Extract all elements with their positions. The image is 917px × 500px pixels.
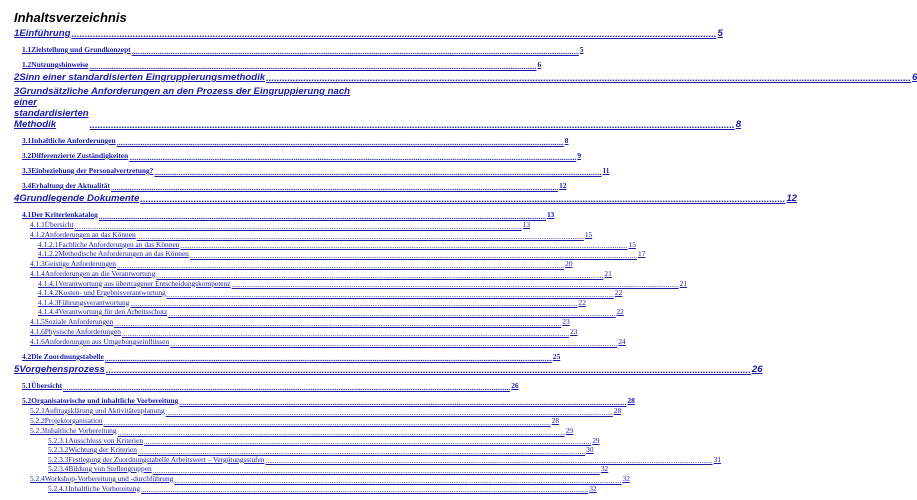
toc-entry-page: 8: [564, 136, 569, 145]
toc-leader-dots: [122, 329, 569, 336]
toc-entry-number: 3.1: [22, 136, 32, 145]
toc-entry-label: [30, 426, 117, 435]
toc-entry-number: 5.2.2: [30, 416, 45, 425]
toc-leader-dots: [174, 476, 621, 483]
toc-entry-page: 17: [638, 249, 646, 258]
toc-entry-label: [30, 327, 121, 336]
toc-entry-page: 22: [616, 307, 624, 316]
toc-leader-dots: [156, 271, 603, 278]
toc-entry-number: 4: [14, 193, 20, 204]
toc-entry-title: Erhaltung der Aktualität: [31, 181, 110, 190]
toc-entry-page: 11: [602, 166, 610, 175]
toc-entry[interactable]: [14, 317, 570, 326]
toc-entry-page: 29: [565, 426, 574, 435]
toc-entry-number: 1.2: [22, 60, 32, 69]
toc-leader-dots: [137, 232, 584, 239]
toc-entry-number: 4.1.4.2: [38, 288, 59, 297]
toc-leader-dots: [105, 354, 552, 361]
toc-entry-title: Grundlegende Dokumente: [19, 193, 140, 204]
toc-entry-number: 3.3: [22, 166, 32, 175]
toc-entry-label: [22, 396, 178, 405]
toc-leader-dots: [99, 212, 546, 219]
toc-entry[interactable]: [14, 72, 917, 83]
toc-entry-number: 4.2: [22, 352, 32, 361]
toc-entry-title: Soziale Anforderungen: [44, 317, 114, 326]
toc-entry-number: 3.2: [22, 151, 32, 160]
toc-entry-label: [38, 288, 166, 297]
toc-entry-page: 32: [622, 474, 630, 483]
toc-entry-page: 26: [511, 381, 519, 390]
toc-leader-dots: [179, 398, 626, 405]
toc-entry-number: 2: [14, 72, 20, 83]
toc-leader-dots: [153, 466, 600, 473]
toc-entry-page: 13: [546, 210, 555, 219]
toc-entry-number: 1: [14, 28, 20, 39]
toc-entry-page: 22: [578, 297, 586, 307]
toc-entry-title: Sinn einer standardisierten Eingruppierungsmethodik: [19, 72, 266, 83]
toc-entry-title-continued: einer standardisierten Methodik: [14, 97, 89, 130]
toc-entry-page: 6: [912, 72, 917, 83]
toc-entry-label: [48, 445, 137, 454]
toc-leader-dots: [167, 290, 614, 297]
toc-entry[interactable]: [14, 86, 742, 130]
toc-leader-dots: [132, 47, 579, 54]
toc-entry-title: Differenzierte Zuständigkeiten: [31, 151, 129, 160]
toc-entry-title: Grundsätzliche Anforderungen an den Prozess der Eingruppierung nach: [19, 86, 351, 97]
toc-entry-page: 32: [600, 464, 609, 473]
toc-leader-dots: [111, 183, 558, 190]
toc-entry-label: [30, 337, 169, 346]
toc-entry-page: 28: [627, 396, 635, 405]
toc-leader-dots: [144, 437, 591, 444]
toc-entry-number: 5.2.4.1: [48, 483, 69, 493]
toc-entry-number: 1.1: [22, 45, 32, 54]
toc-entry-number: 5.1: [22, 381, 32, 390]
toc-entry-title: Physische Anforderungen: [44, 327, 121, 336]
toc-entry[interactable]: [14, 181, 567, 190]
toc-entry-page: 22: [614, 288, 623, 297]
toc-entry[interactable]: [14, 249, 646, 258]
toc-entry[interactable]: [14, 396, 635, 405]
toc-entry-label: [38, 307, 167, 316]
toc-entry-number: 5.2.3: [30, 426, 45, 435]
toc-entry-number: 3.4: [22, 181, 32, 190]
toc-leader-dots: [141, 485, 588, 492]
toc-entry-label: [22, 166, 153, 175]
toc-entry-number: 4.1.6: [30, 337, 45, 346]
toc-entry-title: Geistige Anforderungen: [44, 259, 116, 268]
toc-entry-label: [48, 464, 152, 473]
toc-leader-dots: [90, 120, 735, 130]
toc-entry[interactable]: [14, 416, 560, 425]
toc-entry-label: [22, 352, 104, 361]
toc-entry-page: 25: [552, 352, 561, 361]
toc-entry-title: Die Zuordnungstabelle: [31, 352, 104, 361]
toc-entry-page: 6: [537, 60, 542, 69]
toc-entry-title: Festlegung der Zuordnungstabelle Arbeitswert – Vergütungsstufen: [68, 454, 265, 464]
toc-entry-label: [30, 269, 155, 278]
toc-entry-title: Einbeziehung der Personalvertretung?: [31, 166, 154, 175]
toc-entry[interactable]: [14, 45, 584, 54]
toc-entry[interactable]: [14, 269, 612, 278]
toc-entry-label: [14, 28, 71, 39]
toc-entry-label: [48, 484, 140, 493]
toc-entry[interactable]: [14, 483, 597, 493]
toc-entry-title: Übersicht: [31, 381, 63, 390]
toc-entry[interactable]: [14, 454, 722, 464]
toc-leader-dots: [266, 456, 713, 463]
toc-entry-title: Führungsverantwortung: [58, 297, 130, 307]
toc-entry-page: 23: [562, 317, 570, 326]
toc-heading: Inhaltsverzeichnis: [14, 10, 127, 25]
toc-entry-label: [14, 193, 139, 204]
toc-entry-page: 23: [570, 327, 578, 336]
toc-entry-label: [38, 249, 189, 258]
toc-entry[interactable]: [14, 193, 797, 204]
toc-entry-number: 5: [14, 364, 20, 375]
toc-entry-label: [30, 259, 116, 268]
toc-entry[interactable]: [14, 151, 582, 160]
toc-entry-page: 12: [559, 181, 567, 190]
toc-entry-title: Der Kriterienkatalog: [31, 210, 98, 219]
toc-leader-dots: [140, 194, 785, 204]
toc-entry-title: Methodische Anforderungen an das Können: [58, 249, 189, 258]
toc-entry[interactable]: [14, 464, 609, 473]
toc-entry-title: Nutzungshinweise: [31, 60, 89, 69]
toc-entry-page: 21: [604, 269, 612, 278]
toc-entry-label: [22, 210, 98, 219]
toc-entry-title: Inhaltliche Vorbereitung: [44, 426, 117, 435]
toc-leader-dots: [190, 251, 637, 258]
toc-entry-number: 4.1.3: [30, 259, 45, 268]
toc-entry-label: [30, 317, 113, 326]
toc-entry-label: [22, 151, 128, 160]
toc-entry-title: Anforderungen an das Können: [44, 230, 136, 239]
toc-entry[interactable]: [14, 426, 574, 435]
toc-entry[interactable]: [14, 381, 519, 390]
toc-leader-dots: [168, 309, 615, 316]
toc-entry[interactable]: [14, 406, 622, 415]
toc-entry-number: 4.1.1: [30, 220, 45, 229]
toc-leader-dots: [118, 428, 565, 435]
toc-entry-number: 5.2.3.3: [48, 454, 69, 464]
toc-entry[interactable]: [14, 278, 688, 288]
toc-leader-dots: [232, 280, 679, 287]
toc-leader-dots: [117, 261, 564, 268]
toc-leader-dots: [106, 365, 751, 375]
toc-entry[interactable]: [14, 239, 636, 249]
toc-entry-number: 4.1.2: [30, 230, 45, 239]
toc-entry-page: 29: [592, 435, 600, 445]
toc-leader-dots: [138, 447, 585, 454]
toc-entry-number: 5.2.3.2: [48, 445, 69, 454]
toc-leader-dots: [63, 383, 510, 390]
toc-entry-page: 21: [679, 278, 688, 288]
toc-leader-dots: [117, 138, 564, 145]
toc-leader-dots: [166, 408, 613, 415]
toc-entry-label: [30, 220, 74, 229]
toc-leader-dots: [170, 339, 617, 346]
toc-entry-title: Ausschluss von Kriterien: [68, 435, 144, 445]
toc-entry-label: [30, 474, 173, 483]
toc-entry[interactable]: [14, 435, 600, 445]
toc-entry-label: [22, 136, 116, 145]
toc-entry-number: 4.1.2.2: [38, 249, 59, 258]
toc-entry-label: [30, 230, 136, 239]
toc-entry-page: 26: [751, 364, 763, 375]
toc-entry[interactable]: [14, 259, 573, 268]
toc-leader-dots: [266, 73, 911, 83]
toc-leader-dots: [154, 168, 601, 175]
toc-leader-dots: [114, 319, 561, 326]
toc-entry-label: [48, 436, 143, 445]
toc-leader-dots: [180, 241, 627, 248]
toc-entry-title: Anforderungen an die Verantwortung: [44, 269, 156, 278]
toc-entry[interactable]: [14, 474, 630, 483]
toc-entry-number: 4.1.4: [30, 269, 45, 278]
toc-entry[interactable]: [14, 288, 623, 297]
toc-entry-title: Übersicht: [44, 220, 74, 229]
toc-entry-title: Fachliche Anforderungen an das Können: [58, 239, 180, 249]
toc-entry-page: 8: [735, 119, 742, 130]
toc-entry-title: Kosten- und Ergebnisverantwortung: [58, 288, 166, 297]
toc-entry-title: Projektorganisation: [44, 416, 103, 425]
toc-entry-title: Anforderungen aus Umgebungseinflüssen: [44, 337, 170, 346]
toc-entry-title: Inhaltliche Vorbereitung: [68, 483, 141, 493]
toc-leader-dots: [75, 222, 522, 229]
toc-entry-title: Inhaltliche Anforderungen: [31, 136, 116, 145]
toc-entry[interactable]: [14, 210, 555, 219]
toc-entry-page: 5: [579, 45, 584, 54]
toc-entry-number: 4.1: [22, 210, 32, 219]
toc-entry[interactable]: [14, 60, 542, 69]
toc-entry-number: 5.2: [22, 396, 32, 405]
toc-entry-page: 24: [618, 337, 626, 346]
toc-entry-page: 31: [713, 454, 722, 464]
toc-entry-number: 3: [14, 86, 20, 97]
toc-entry-number: 4.1.4.1: [38, 278, 59, 288]
toc-entry[interactable]: [14, 337, 626, 346]
toc-entry-page: 9: [577, 151, 582, 160]
toc-entry-label: [14, 364, 105, 375]
toc-entry-line: [14, 97, 742, 130]
toc-entry-page: 13: [522, 220, 531, 229]
toc-entry[interactable]: [14, 136, 569, 145]
toc-entry-label: [38, 279, 231, 288]
toc-entry-label: [22, 45, 131, 54]
toc-entry-number: 5.2.3.4: [48, 464, 69, 473]
toc-entry-label: [22, 181, 110, 190]
toc-entry[interactable]: [14, 327, 578, 336]
toc-entry-page: 15: [628, 239, 636, 249]
toc-entry-title: Verantwortung für den Arbeitsschutz: [58, 307, 168, 316]
toc-entry-page: 5: [717, 28, 723, 39]
toc-entry-page: 20: [565, 259, 573, 268]
table-of-contents: [14, 28, 917, 493]
toc-entry[interactable]: [14, 220, 531, 229]
toc-entry-page: 15: [584, 230, 593, 239]
toc-entry-line: [14, 86, 392, 97]
toc-entry-page: 12: [786, 193, 797, 204]
toc-entry-label: [22, 60, 88, 69]
toc-entry-number: 4.1.4.4: [38, 307, 59, 316]
toc-entry[interactable]: [14, 364, 763, 375]
toc-entry-number: 5.2.3.1: [48, 435, 69, 445]
toc-leader-dots: [89, 62, 536, 69]
toc-entry-title: Wichtung der Kriterien: [68, 445, 137, 454]
toc-entry-title: Auftragsklärung und Aktivitätenplanung: [44, 406, 165, 415]
toc-entry[interactable]: [14, 352, 561, 361]
toc-entry-number: 4.1.2.1: [38, 239, 59, 249]
toc-entry[interactable]: [14, 297, 586, 307]
toc-entry-label: [38, 298, 129, 307]
toc-entry-title: Workshop-Vorbereitung und -durchführung: [44, 474, 174, 483]
toc-entry-title: Einführung: [19, 28, 71, 39]
toc-entry-number: 4.1.6: [30, 327, 45, 336]
toc-entry[interactable]: [14, 445, 594, 454]
toc-entry-title: Vorgehensprozess: [19, 364, 105, 375]
toc-entry-page: 28: [613, 406, 622, 415]
toc-entry-title: Bildung von Stellengruppen: [68, 464, 152, 473]
toc-entry-label: [22, 381, 62, 390]
toc-leader-dots: [130, 299, 577, 306]
toc-entry[interactable]: [14, 307, 624, 316]
toc-entry-label: [38, 240, 179, 249]
toc-entry-title: Zielstellung und Grundkonzept: [31, 45, 131, 54]
toc-entry-page: 30: [586, 445, 594, 454]
toc-entry-label: [30, 406, 165, 415]
toc-entry[interactable]: [14, 28, 723, 39]
toc-entry-title: Organisatorische und inhaltliche Vorbereitung: [31, 396, 179, 405]
toc-entry-number: 4.1.4.3: [38, 297, 59, 307]
toc-entry-number: 4.1.5: [30, 317, 45, 326]
toc-leader-dots: [129, 153, 576, 160]
toc-entry[interactable]: [14, 230, 593, 239]
toc-leader-dots: [72, 29, 717, 39]
toc-entry-number: 5.2.1: [30, 406, 45, 415]
toc-entry-title: Verantwortung aus übertragener Entscheidungskompetenz: [58, 278, 231, 288]
toc-entry[interactable]: [14, 166, 610, 175]
toc-entry-label: [30, 416, 103, 425]
toc-entry-label: [48, 455, 265, 464]
toc-entry-page: 32: [589, 483, 597, 493]
toc-entry-label: [14, 72, 265, 83]
toc-entry-number: 5.2.4: [30, 474, 45, 483]
toc-leader-dots: [104, 418, 551, 425]
toc-entry-page: 28: [551, 416, 560, 425]
